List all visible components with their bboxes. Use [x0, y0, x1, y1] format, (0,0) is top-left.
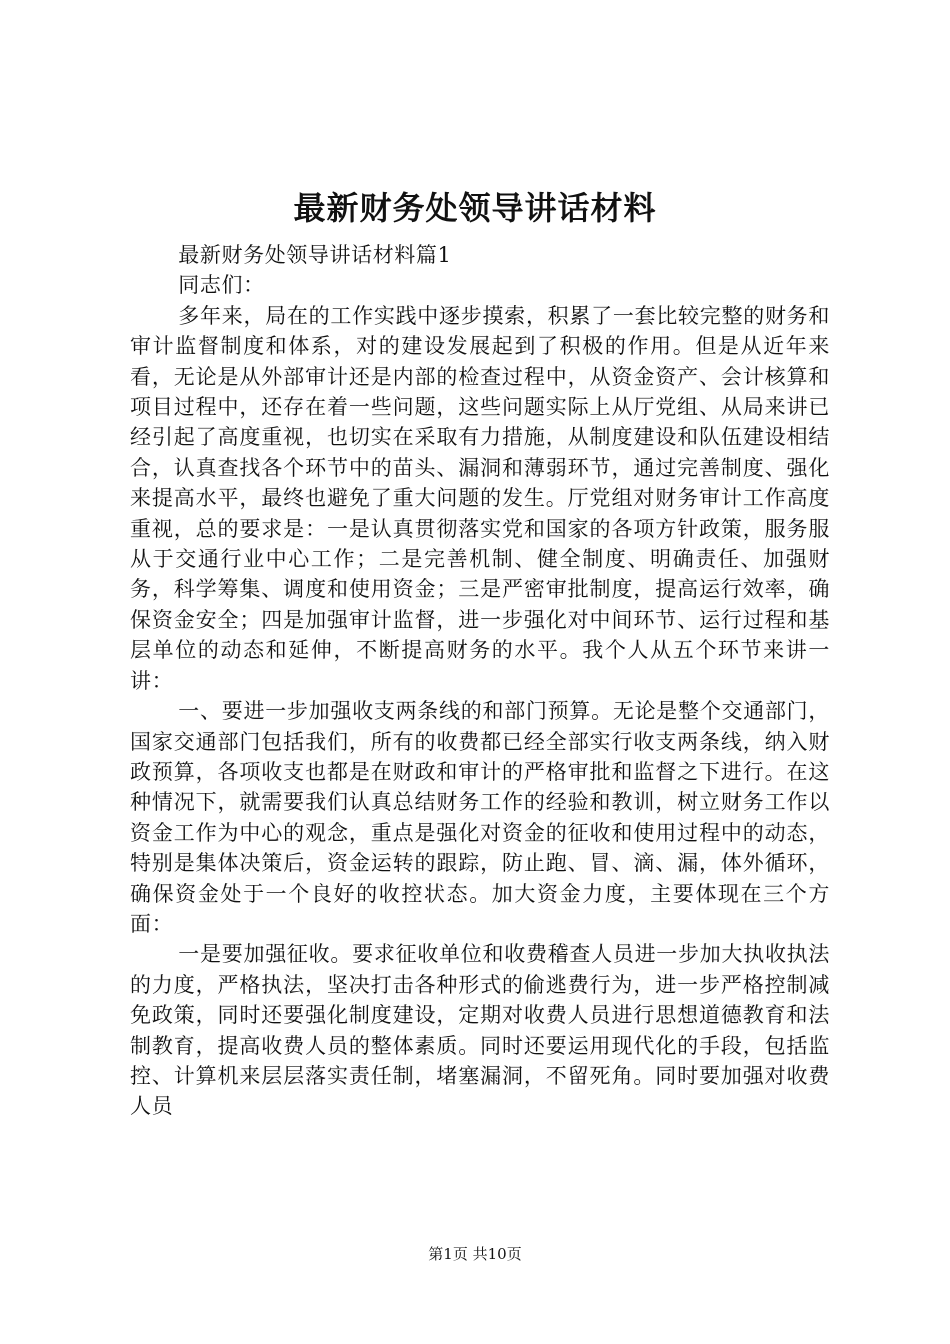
page-footer: 第1页 共10页 — [428, 1245, 522, 1263]
document-title: 最新财务处领导讲话材料 — [293, 189, 657, 227]
greeting-line: 同志们： — [178, 273, 265, 298]
section-heading: 最新财务处领导讲话材料篇1 — [178, 243, 452, 267]
body-paragraph: 一是要加强征收。要求征收单位和收费稽查人员进一步加大执收执法的力度，严格执法，坚决打击各种形式的偷逃费行为，进一步严格控制减免政策，同时还要强化制度建设，定期对收费人员进行思想道德教育和法制教育，提高收费人员的整体素质。同时还要运用现代化的手段，包括监控、计算机来层层落实责任制，堵塞漏洞，不留死角。同时要加强对收费人员 — [130, 942, 830, 1119]
body-paragraph: 一、要进一步加强收支两条线的和部门预算。无论是整个交通部门，国家交通部门包括我们，所有的收费都已经全部实行收支两条线，纳入财政预算，各项收支也都是在财政和审计的严格审批和监督之下进行。在这种情况下，就需要我们认真总结财务工作的经验和教训，树立财务工作以资金工作为中心的观念，重点是强化对资金的征收和使用过程中的动态，特别是集体决策后，资金运转的跟踪，防止跑、冒、滴、漏，体外循环，确保资金处于一个良好的收控状态。加大资金力度，主要体现在三个方面： — [130, 699, 830, 936]
body-paragraph: 多年来，局在的工作实践中逐步摸索，积累了一套比较完整的财务和审计监督制度和体系，对的建设发展起到了积极的作用。但是从近年来看，无论是从外部审计还是内部的检查过程中，从资金资产、会计核算和项目过程中，还存在着一些问题，这些问题实际上从厅党组、从局来讲已经引起了高度重视，也切实在采取有力措施，从制度建设和队伍建设相结合，认真查找各个环节中的苗头、漏洞和薄弱环节，通过完善制度、强化来提高水平，最终也避免了重大问题的发生。厅党组对财务审计工作高度重视，总的要求是：一是认真贯彻落实党和国家的各项方针政策，服务服从于交通行业中心工作；二是完善机制、健全制度、明确责任、加强财务，科学筹集、调度和使用资金；三是严密审批制度，提高运行效率，确保资金安全；四是加强审计监督，进一步强化对中间环节、运行过程和基层单位的动态和延伸，不断提高财务的水平。我个人从五个环节来讲一讲： — [130, 303, 830, 693]
document-body — [130, 240, 830, 1122]
